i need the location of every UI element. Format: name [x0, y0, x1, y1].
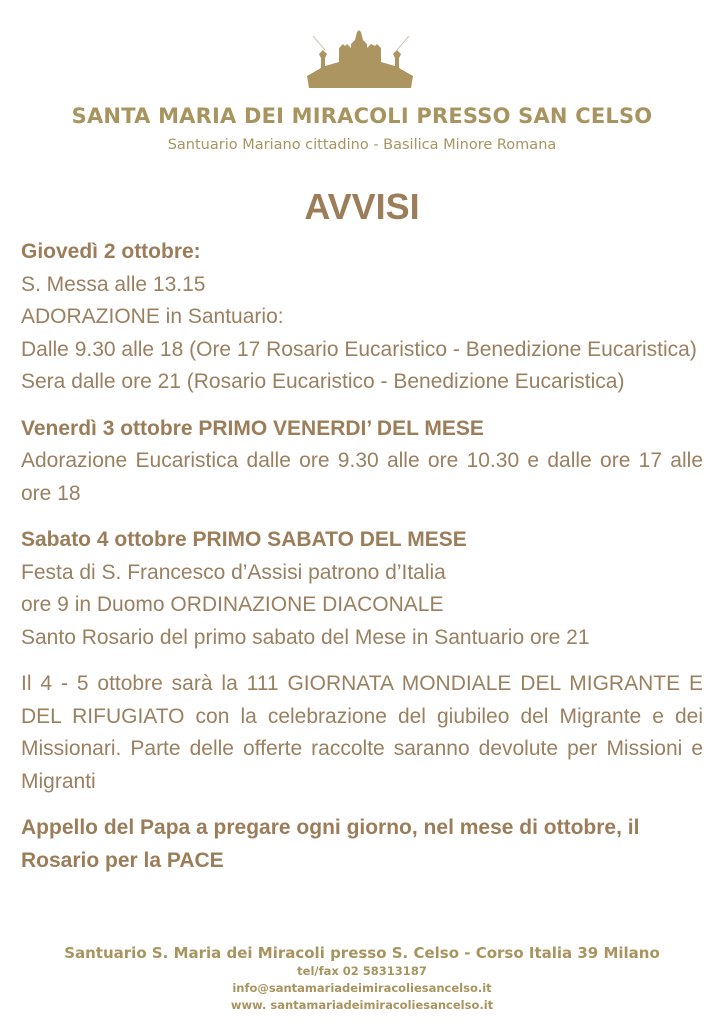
notice-title: Venerdì 3 ottobre PRIMO VENERDI’ DEL MESE — [21, 416, 484, 440]
notice-venerdi — [21, 413, 703, 511]
notice-line: Dalle 9.30 alle 18 (Ore 17 Rosario Eucaristico - Benedizione Eucaristica) — [21, 337, 697, 361]
notice-line: S. Messa alle 13.15 — [21, 272, 206, 296]
church-name: SANTA MARIA DEI MIRACOLI PRESSO SAN CELSO — [71, 104, 653, 128]
cathedral-skyline-logo — [305, 28, 417, 90]
notice-sabato — [21, 524, 703, 654]
footer-email[interactable]: info@santamariadeimiracoliesancelso.it — [232, 981, 492, 995]
notice-text: Adorazione Eucaristica dalle ore 9.30 alle ore 10.30 e dalle ore 17 alle ore 18 — [21, 449, 703, 505]
footer — [0, 943, 724, 1014]
footer-phone: tel/fax 02 58313187 — [297, 964, 427, 978]
footer-website[interactable]: www. santamariadeimiracoliesancelso.it — [230, 998, 494, 1012]
notice-line: Sera dalle ore 21 (Rosario Eucaristico - Benedizione Eucaristica) — [21, 370, 625, 393]
notice-line: ADORAZIONE in Santuario: — [21, 305, 284, 328]
notice-migrante: Il 4 - 5 ottobre sarà la 111 GIORNATA MONDIALE DEL MIGRANTE E DEL RIFUGIATO con la celebrazione del giubileo del Migrante e dei Missionari. Parte delle offerte raccolte saranno devolute per Missioni e Migranti — [21, 672, 703, 793]
page-title: AVVISI — [304, 186, 420, 227]
footer-address: Santuario S. Maria dei Miracoli presso S. Celso - Corso Italia 39 Milano — [64, 944, 660, 962]
notice-line: ore 9 in Duomo ORDINAZIONE DIACONALE — [21, 593, 444, 616]
notice-line: Festa di S. Francesco d’Assisi patrono d’Italia — [21, 560, 446, 584]
notice-giovedi — [21, 236, 703, 399]
notice-title: Giovedì 2 ottobre: — [21, 240, 201, 263]
notice-line: Santo Rosario del primo sabato del Mese in Santuario ore 21 — [21, 625, 590, 649]
notice-title: Sabato 4 ottobre PRIMO SABATO DEL MESE — [21, 528, 467, 551]
church-subtitle: Santuario Mariano cittadino - Basilica Minore Romana — [167, 137, 557, 153]
notices — [21, 236, 703, 877]
notice-appello: Appello del Papa a pregare ogni giorno, nel mese di ottobre, il Rosario per la PACE — [21, 816, 640, 872]
